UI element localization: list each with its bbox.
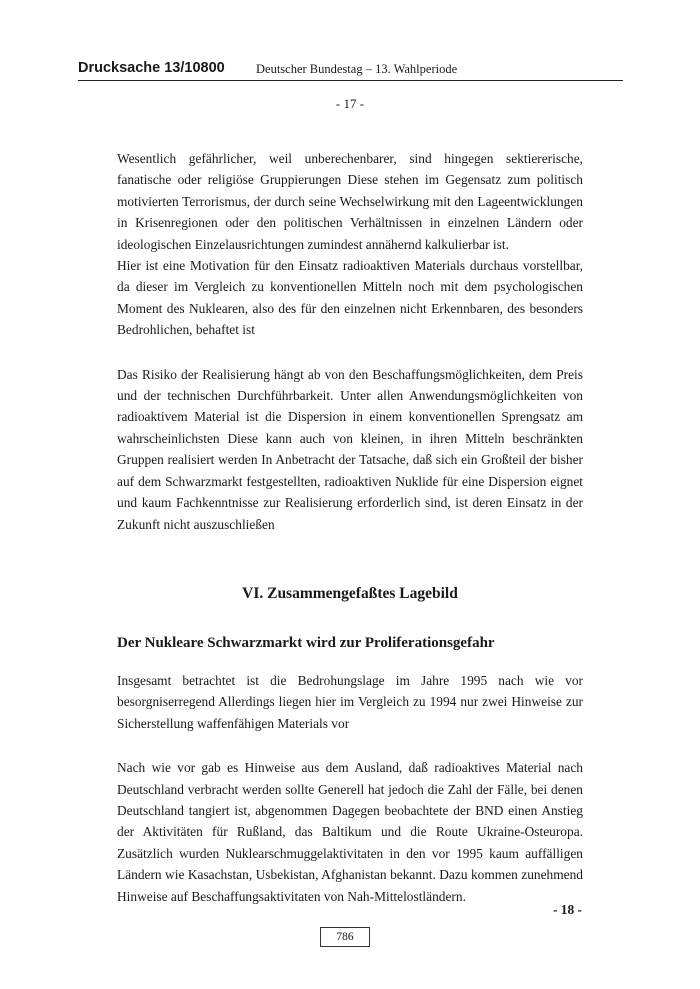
document-source: Deutscher Bundestag – 13. Wahlperiode — [256, 62, 458, 76]
paragraph: Nach wie vor gab es Hinweise aus dem Ausland, daß radioaktives Material nach Deutschland verbracht werden sollte Generell hat jedoch die Zahl der Fälle, bei denen Deutschland tangiert ist, abgenommen Dagegen beobachtete der BND einen Anstieg der Aktivitäten für Rußland, das Baltikum und die Route Ukraine-Osteuropa. Zusätzlich wurden Nuklearschmuggelaktivitaten in den vor 1995 kaum auffälligen Ländern wie Kasachstan, Usbekistan, Afghanistan bekannt. Dazu kommen zunehmend Hinweise auf Beschaffungsaktivitaten von Nah-Mittelostländern. — [117, 760, 583, 904]
page-header — [78, 60, 623, 82]
paragraph: Insgesamt betrachtet ist die Bedrohungslage im Jahre 1995 nach wie vor besorgniserregend Allerdings liegen hier im Vergleich zu 1994 nur zwei Hinweise zur Sicherstellung waffenfähigen Materials vor — [117, 672, 583, 731]
page-number-top: - 17 - — [335, 96, 365, 111]
section-title: VI. Zusammengefaßtes Lagebild — [242, 584, 458, 602]
main-content — [117, 148, 583, 907]
archive-page-stamp: 786 — [320, 927, 370, 947]
paragraph: Hier ist eine Motivation für den Einsatz radioaktiven Materials durchaus vorstellbar, da dieser im Vergleich zu konventionellen Mitteln noch mit dem psychologischen Moment des Nuklearen, also des für den einzelnen nicht Erkennbaren, des besonders Bedrohlichen, behaftet ist — [117, 258, 583, 338]
header-divider — [78, 80, 623, 81]
subsection-title: Der Nukleare Schwarzmarkt wird zur Proliferationsgefahr — [117, 634, 495, 651]
paragraph: Das Risiko der Realisierung hängt ab von den Beschaffungsmöglichkeiten, dem Preis und der technischen Durchführbarkeit. Unter allen Anwendungsmöglichkeiten von radioaktivem Material ist die Dispersion in einem konventionellen Sprengsatz am wahrscheinlichsten Diese kann auch von kleinen, in ihren Mitteln beschränkten Gruppen realisiert werden In Anbetracht der Tatsache, daß sich ein Großteil der bisher auf dem Schwarzmarkt festgestellten, radioaktiven Nuklide für eine Dispersion eignet und kaum Fachkenntnisse zur Realisierung erforderlich sind, ist deren Einsatz in der Zukunft nicht auszuschließen — [117, 366, 583, 532]
paragraph: Wesentlich gefährlicher, weil unberechenbarer, sind hingegen sektiererische, fanatische oder religiöse Gruppierungen Diese stehen im Gegensatz zum politisch motivierten Terrorismus, der durch seine Wechselwirkung mit den Lageentwicklungen in Krisenregionen oder den politischen Verhältnissen in einzelnen Ländern oder ideologischen Einzelausrichtungen zumindest annähernd kalkulierbar ist. — [117, 151, 583, 252]
page-number-next: - 18 - — [552, 902, 582, 917]
document-number: Drucksache 13/10800 — [78, 60, 225, 76]
